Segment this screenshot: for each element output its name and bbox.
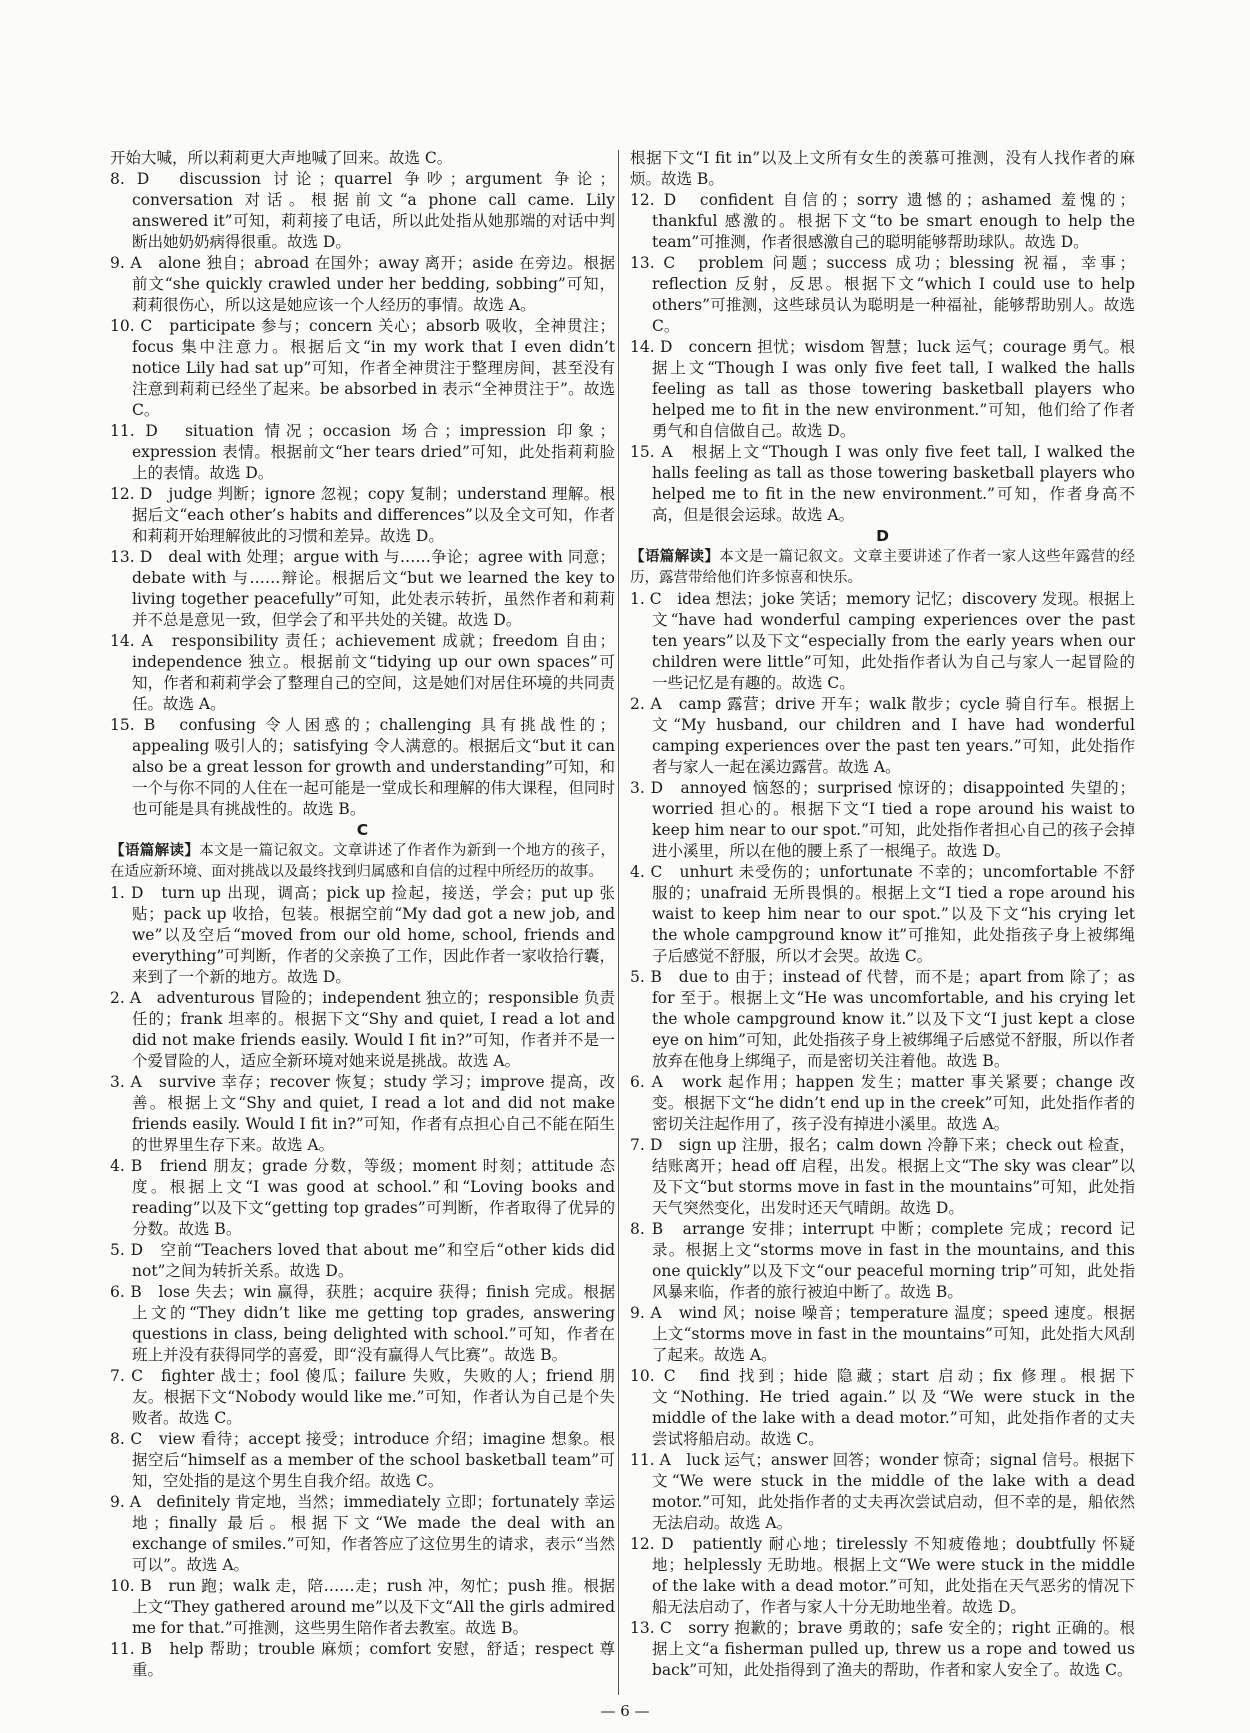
answer-item: 15. A 根据上文“Though I was only five feet tall, I walked the halls feeling as tall as those towering basketball players who helped me to fit in the new environment.”可知，作者身高不高，但是很会运球。故选 A。 [630,443,1135,524]
analysis-label: 【语篇解读】 [630,549,720,565]
answer-item: 8. D discussion 讨论；quarrel 争吵；argument 争论；conversation 对话。根据前文“a phone call came. Lily answered it”可知，莉莉接了电话，所以此处指从她那端的对话中判断出她奶奶病得很重。故选 D。 [110,170,615,251]
answer-item: 8. C view 看待；accept 接受；introduce 介绍；imagine 想象。根据空后“himself as a member of the school basketball team”可知，空处指的是这个男生自我介绍。故选 C。 [110,1430,615,1490]
analysis-text: 本文是一篇记叙文。文章主要讲述了作者一家人这些年露营的经历，露营带给他们许多惊喜和快乐。 [630,549,1136,586]
answer-item: 15. B confusing 令人困惑的；challenging 具有挑战性的；appealing 吸引人的；satisfying 令人满意的。根据后文“but it can also be a great lesson for growth and understanding”可知，和一个与你不同的人住在一起可能是一堂成长和理解的伟大课程，但同时也可能是具有挑战性的。故选 B。 [110,716,615,818]
answer-item: 12. D patiently 耐心地；tirelessly 不知疲倦地；doubtfully 怀疑地；helplessly 无助地。根据上文“We were stuck in the middle of the lake with a dead motor.”可知，此处指在天气恶劣的情况下船无法启动了，作者与家人十分无助地坐着。故选 D。 [630,1535,1135,1616]
answer-item: 4. B friend 朋友；grade 分数，等级；moment 时刻；attitude 态度。根据上文“I was good at school.”和“Loving books and reading”以及下文“getting top grades”可判断，作者取得了优异的分数。故选 B。 [110,1157,615,1238]
right-column [630,148,1135,1681]
continued-text: 根据下文“I fit in”以及上文所有女生的羡慕可推测，没有人找作者的麻烦。故选 B。 [630,149,1135,188]
answer-item: 5. B due to 由于；instead of 代替，而不是；apart from 除了；as for 至于。根据上文“He was uncomfortable, and his crying let the whole campground know it.”以及下文“I just kept a close eye on him”可知，此处指孩子身上被绑绳子后感觉不舒服，所以作者放弃在他身上绑绳子，而是密切关注着他。故选 B。 [630,968,1135,1070]
answer-item: 7. D sign up 注册，报名；calm down 冷静下来；check out 检查，结账离开；head off 启程，出发。根据上文“The sky was clear”以及下文“but storms move in fast in the mountains”可知，此处指天气突然变化，出发时还天气晴朗。故选 D。 [630,1136,1135,1217]
answer-item: 1. C idea 想法；joke 笑话；memory 记忆；discovery 发现。根据上文“have had wonderful camping experiences over the past ten years”以及下文“especially from the early years when our children were little”可知，此处指作者认为自己与家人一起冒险的一些记忆是有趣的。故选 C。 [630,590,1135,692]
answer-item: 11. D situation 情况；occasion 场合；impression 印象；expression 表情。根据前文“her tears dried”可知，此处指莉莉脸上的表情。故选 D。 [110,422,615,482]
answer-item: 3. A survive 幸存；recover 恢复；study 学习；improve 提高，改善。根据上文“Shy and quiet, I read a lot and did not make friends easily. Would I fit in?”可知，作者有点担心自己不能在陌生的世界里生存下来。故选 A。 [110,1073,615,1154]
answer-item: 10. C participate 参与；concern 关心；absorb 吸收，全神贯注；focus 集中注意力。根据后文“in my work that I even didn’t notice Lily had sat up”可知，作者全神贯注于整理房间，甚至没有注意到莉莉已经坐了起来。be absorbed in 表示“全神贯注于”。故选 C。 [110,317,615,419]
answer-item: 14. D concern 担忧；wisdom 智慧；luck 运气；courage 勇气。根据上文“Though I was only five feet tall, I walked the halls feeling as tall as those towering basketball players who helped me to fit in the new environment.”可知，他们给了作者勇气和自信做自己。故选 D。 [630,338,1135,440]
section-heading: C [356,821,369,839]
continued-text: 开始大喊，所以莉莉更大声地喊了回来。故选 C。 [110,149,453,167]
answer-item: 14. A responsibility 责任；achievement 成就；freedom 自由；independence 独立。根据前文“tidying up our own spaces”可知，作者和莉莉学会了整理自己的空间，这是她们对居住环境的共同责任。故选 A。 [110,632,615,713]
answer-item: 3. D annoyed 恼怒的；surprised 惊讶的；disappointed 失望的；worried 担心的。根据下文“I tied a rope around his waist to keep him near to our spot.”可知，此处指作者担心自己的孩子会掉进小溪里，所以在他的腰上系了一根绳子。故选 D。 [630,779,1135,860]
page-number: — 6 — [600,1702,650,1720]
answer-item: 10. C find 找到；hide 隐藏；start 启动；fix 修理。根据下文“Nothing. He tried again.”以及“We were stuck in the middle of the lake with a dead motor.”可知，此处指作者的丈夫尝试将船启动。故选 C。 [630,1367,1135,1448]
left-column [110,148,615,1681]
section-heading: D [876,527,889,545]
answer-item: 11. B help 帮助；trouble 麻烦；comfort 安慰，舒适；respect 尊重。 [110,1640,615,1679]
answer-item: 9. A wind 风；noise 噪音；temperature 温度；speed 速度。根据上文“storms move in fast in the mountains”可知，此处指大风刮了起来。故选 A。 [630,1304,1135,1364]
answer-item: 9. A definitely 肯定地，当然；immediately 立即；fortunately 幸运地；finally 最后。根据下文“We made the deal with an exchange of smiles.”可知，作者答应了这位男生的请求，表示“当然可以”。故选 A。 [110,1493,615,1574]
answer-item: 1. D turn up 出现，调高；pick up 捡起，接送，学会；put up 张贴；pack up 收拾，包装。根据空前“My dad got a new job, and we”以及空后“moved from our old home, school, friends and everything”可判断，作者的父亲换了工作，因此作者一家收拾行囊，来到了一个新的地方。故选 D。 [110,884,615,986]
answer-item: 13. D deal with 处理；argue with 与……争论；agree with 同意；debate with 与……辩论。根据后文“but we learned the key to living together peacefully”可知，此处表示转折，虽然作者和莉莉并不总是意见一致，但学会了和平共处的关键。故选 D。 [110,548,615,629]
answer-item: 13. C sorry 抱歉的；brave 勇敢的；safe 安全的；right 正确的。根据上文“a fisherman pulled up, threw us a rope and towed us back”可知，此处指得到了渔夫的帮助，作者和家人安全了。故选 C。 [630,1619,1135,1679]
answer-item: 12. D judge 判断；ignore 忽视；copy 复制；understand 理解。根据后文“each other’s habits and differences”以及全文可知，作者和莉莉开始理解彼此的习惯和差异。故选 D。 [110,485,615,545]
answer-item: 12. D confident 自信的；sorry 遗憾的；ashamed 羞愧的；thankful 感激的。根据下文“to be smart enough to help the team”可推测，作者很感激自己的聪明能够帮助球队。故选 D。 [630,191,1135,251]
answer-item: 4. C unhurt 未受伤的；unfortunate 不幸的；uncomfortable 不舒服的；unafraid 无所畏惧的。根据上文“I tied a rope around his waist to keep him near to our spot.”以及下文“his crying let the whole campground know it”可推知，此处指孩子身上被绑绳子后感觉不舒服，所以才会哭。故选 C。 [630,863,1135,965]
answer-item: 7. C fighter 战士；fool 傻瓜；failure 失败，失败的人；friend 朋友。根据下文“Nobody would like me.”可知，作者认为自己是个失败者。故选 C。 [110,1367,615,1427]
passage-analysis [630,547,1135,589]
answer-item: 8. B arrange 安排；interrupt 中断；complete 完成；record 记录。根据上文“storms move in fast in the mountains, and this one quickly”以及下文“our peaceful morning trip”可知，此处指风暴来临，作者的旅行被迫中断了。故选 B。 [630,1220,1135,1301]
answer-item: 5. D 空前“Teachers loved that about me”和空后“other kids did not”之间为转折关系。故选 D。 [110,1241,615,1280]
answer-item: 6. B lose 失去；win 赢得，获胜；acquire 获得；finish 完成。根据上文的“They didn’t like me getting top grades, answering questions in class, being delighted with school.”可知，作者在班上并没有获得同学的喜爱，即“没有赢得人气比赛”。故选 B。 [110,1283,615,1364]
passage-analysis [110,841,615,883]
answer-item: 2. A adventurous 冒险的；independent 独立的；responsible 负责任的；frank 坦率的。根据下文“Shy and quiet, I read a lot and did not make friends easily. Would I fit in?”可知，作者并不是一个爱冒险的人，适应全新环境对她来说是挑战。故选 A。 [110,989,615,1070]
analysis-label: 【语篇解读】 [110,843,200,859]
answer-item: 6. A work 起作用；happen 发生；matter 事关紧要；change 改变。根据下文“he didn’t end up in the creek”可知，此处指作者的密切关注起作用了，孩子没有掉进小溪里。故选 A。 [630,1073,1135,1133]
answer-item: 10. B run 跑；walk 走，陪……走；rush 冲，匆忙；push 推。根据上文“They gathered around me”以及下文“All the girls admired me for that.”可推测，这些男生陪作者去教室。故选 B。 [110,1577,615,1637]
answer-item: 11. A luck 运气；answer 回答；wonder 惊奇；signal 信号。根据下文“We were stuck in the middle of the lake with a dead motor.”可知，此处指作者的丈夫再次尝试启动，但不幸的是，船依然无法启动。故选 A。 [630,1451,1135,1532]
column-divider [618,150,619,1695]
answer-item: 9. A alone 独自；abroad 在国外；away 离开；aside 在旁边。根据前文“she quickly crawled under her bedding, sobbing”可知，莉莉很伤心，所以这是她应该一个人经历的事情。故选 A。 [110,254,615,314]
answer-item: 2. A camp 露营；drive 开车；walk 散步；cycle 骑自行车。根据上文“My husband, our children and I have had wonderful camping experiences over the past ten years.”可知，此处指作者与家人一起在溪边露营。故选 A。 [630,695,1135,776]
answer-item: 13. C problem 问题；success 成功；blessing 祝福，幸事；reflection 反射，反思。根据下文“which I could use to help others”可推测，这些球员认为聪明是一种福祉，能够帮助别人。故选 C。 [630,254,1135,335]
analysis-text: 本文是一篇记叙文。文章讲述了作者作为新到一个地方的孩子，在适应新环境、面对挑战以及最终找到归属感和自信的过程中所经历的故事。 [110,843,616,880]
